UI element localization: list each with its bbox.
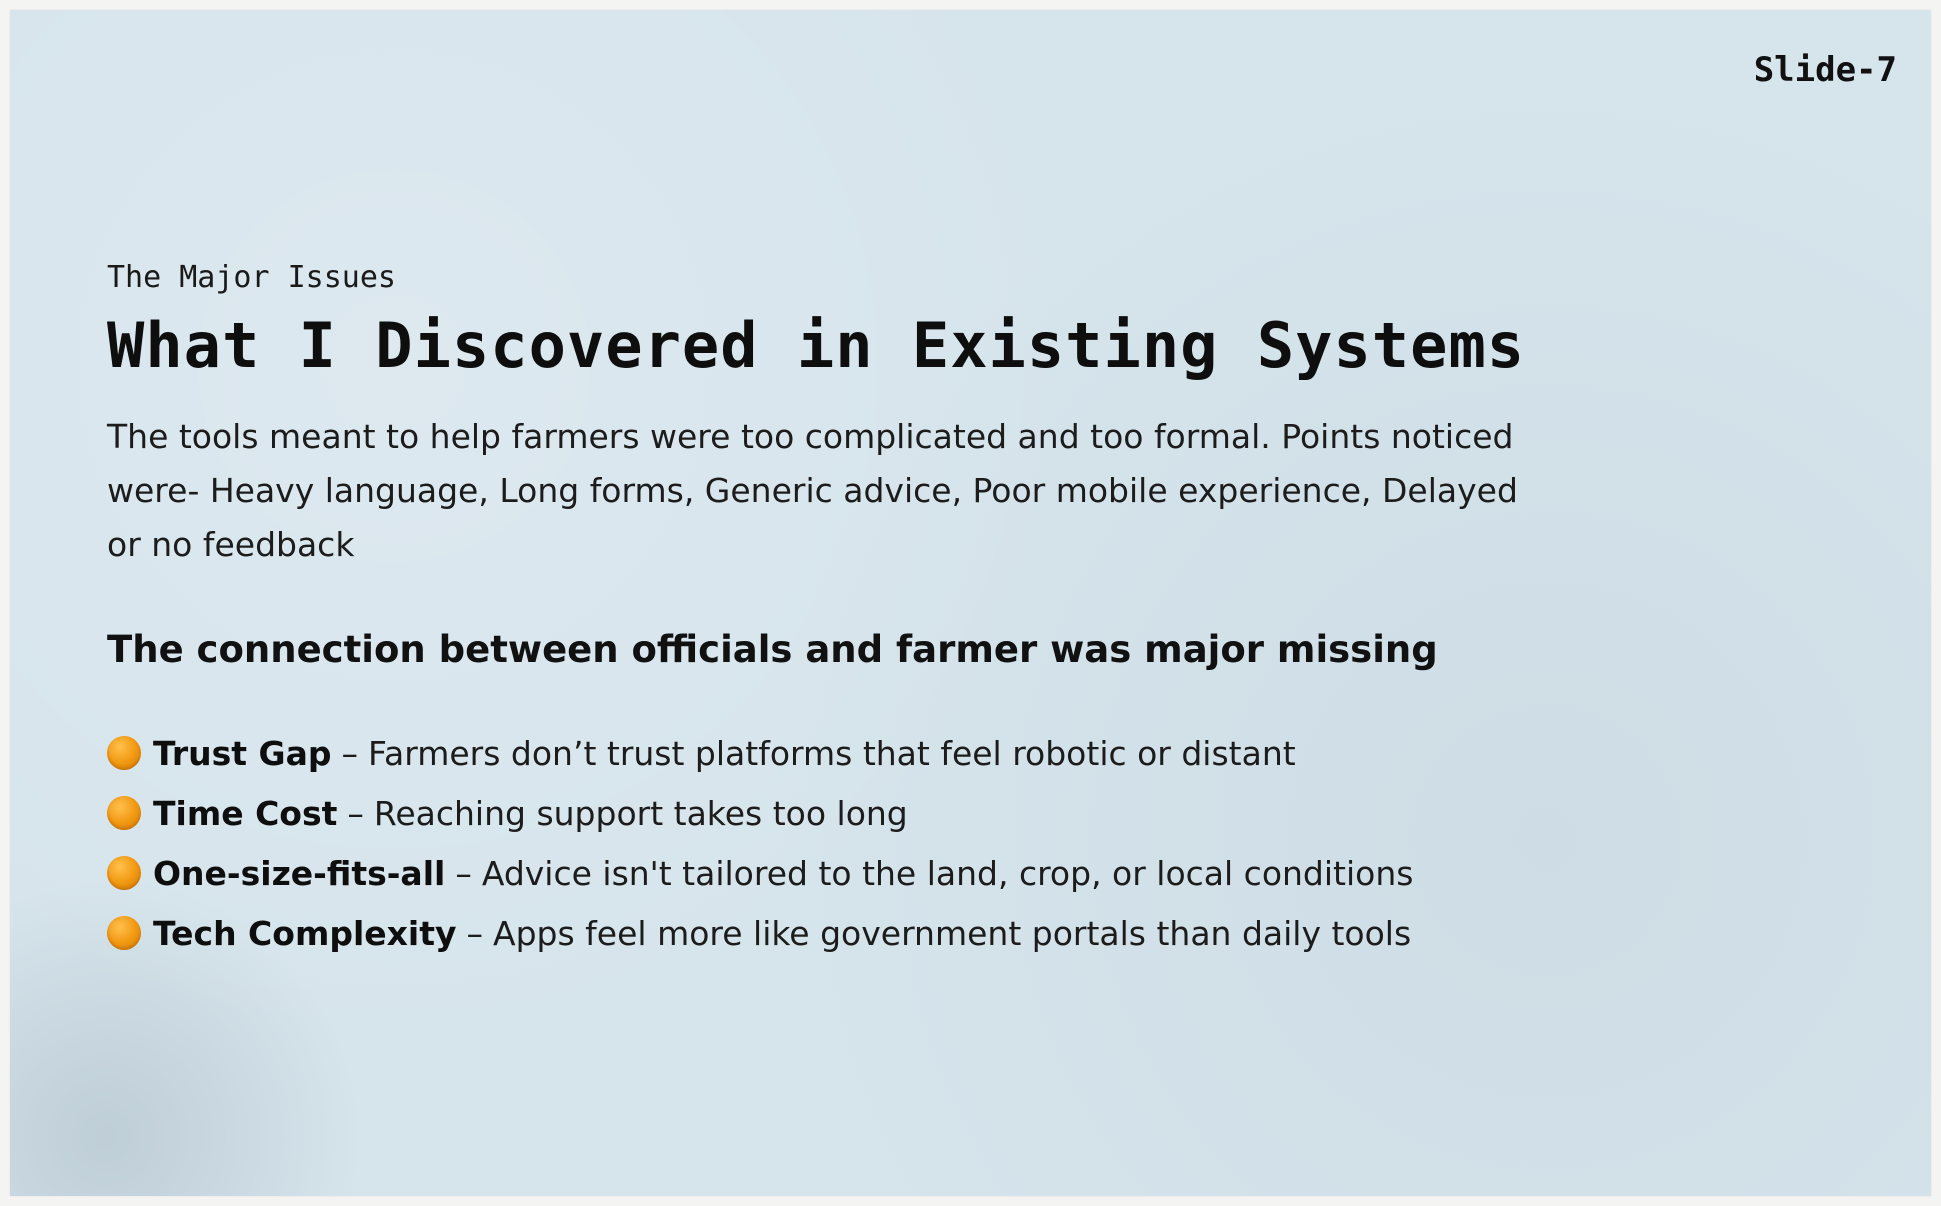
orange-circle-icon <box>107 796 141 830</box>
issue-description: Apps feel more like government portals than daily tools <box>493 913 1412 953</box>
list-item-time-cost <box>107 783 1557 843</box>
subheading: The connection between officials and farmer was major missing <box>107 628 1438 671</box>
issue-separator: – <box>466 913 484 953</box>
section-kicker: The Major Issues <box>107 260 396 295</box>
slide-number: Slide-7 <box>1753 50 1897 90</box>
issue-separator: – <box>455 853 472 893</box>
issue-description: Farmers don’t trust platforms that feel robotic or distant <box>368 733 1296 773</box>
issue-term: Trust Gap <box>153 733 332 773</box>
issue-term: Tech Complexity <box>153 913 457 953</box>
issues-list <box>107 723 1557 963</box>
orange-circle-icon <box>107 736 141 770</box>
orange-circle-icon <box>107 856 141 890</box>
issue-term: One-size-fits-all <box>153 853 446 893</box>
issue-term: Time Cost <box>153 793 338 833</box>
issue-separator: – <box>347 793 364 833</box>
orange-circle-icon <box>107 916 141 950</box>
list-item-tech-complexity <box>107 903 1557 963</box>
list-item-one-size-fits-all <box>107 843 1557 903</box>
issue-separator: – <box>341 733 359 773</box>
slide-background <box>10 10 1931 1196</box>
issue-description: Advice isn't tailored to the land, crop, or local conditions <box>481 853 1414 893</box>
issue-description: Reaching support takes too long <box>373 793 908 833</box>
intro-paragraph: The tools meant to help farmers were too complicated and too formal. Points noticed were- Heavy language, Long forms, Generic advice, Poor mobile experience, Delayed or no feedback <box>107 417 1518 564</box>
slide-title: What I Discovered in Existing Systems <box>107 309 1526 382</box>
slide-content <box>107 260 1557 963</box>
list-item-trust-gap <box>107 723 1557 783</box>
